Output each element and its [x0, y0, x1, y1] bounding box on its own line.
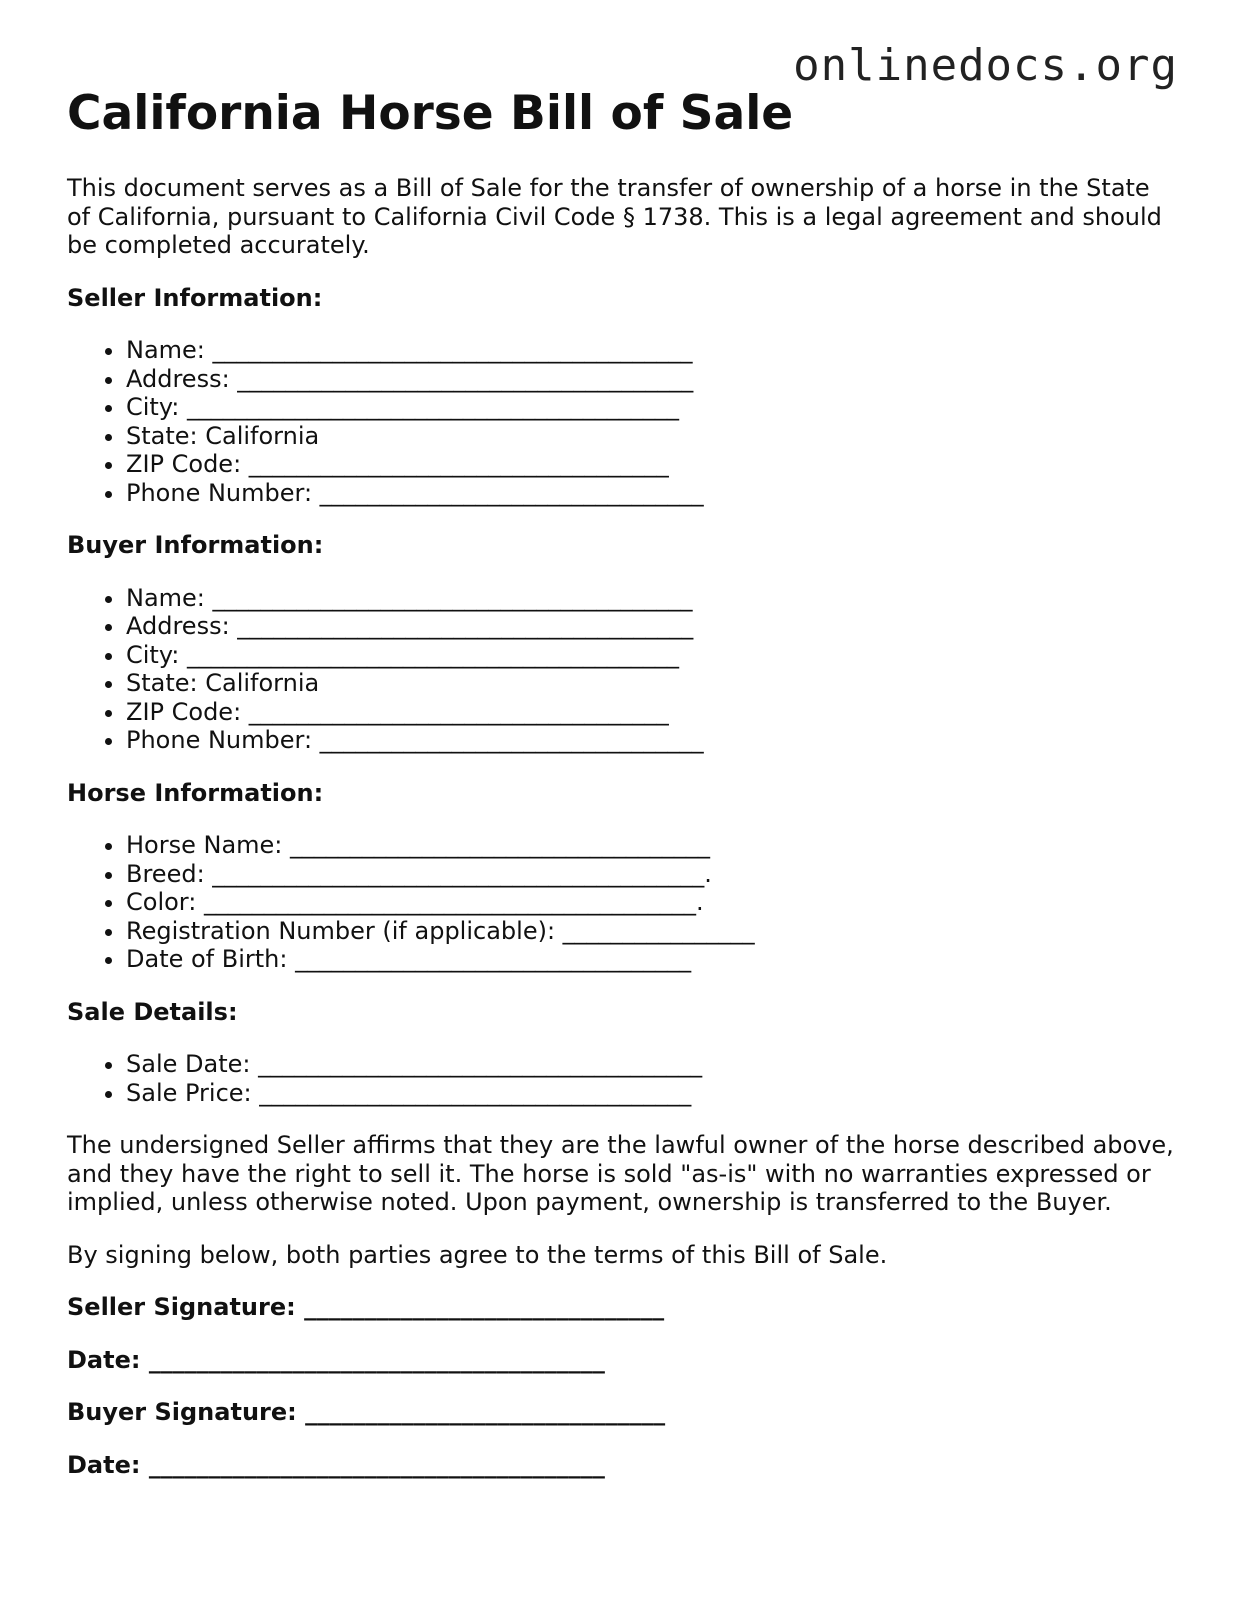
buyer-state-field: • State: California — [126, 669, 1177, 698]
horse-breed-field: • Breed: _________________________________________. — [126, 860, 1177, 889]
buyer-name-field: • Name: ________________________________________ — [126, 584, 1177, 613]
seller-city-field: • City: _________________________________________ — [126, 393, 1177, 422]
horse-field-list — [67, 831, 1177, 974]
buyer-section-heading: Buyer Information: — [67, 531, 324, 559]
seller-section-heading: Seller Information: — [67, 283, 323, 312]
buyer-city-field: • City: _________________________________________ — [126, 641, 1177, 670]
buyer-field-list — [67, 584, 1177, 755]
sale-price-field: • Sale Price: ____________________________________ — [126, 1079, 1177, 1108]
sale-section-heading: Sale Details: — [67, 997, 238, 1026]
buyer-zip-field: • ZIP Code: ___________________________________ — [126, 698, 1177, 727]
horse-name-field: • Horse Name: ___________________________________ — [126, 831, 1177, 860]
seller-zip-field: • ZIP Code: ___________________________________ — [126, 450, 1177, 479]
seller-phone-field: • Phone Number: ________________________________ — [126, 479, 1177, 508]
horse-color-field: • Color: _________________________________________. — [126, 888, 1177, 917]
seller-address-field: • Address: ______________________________________ — [126, 365, 1177, 394]
sale-date-field: • Sale Date: _____________________________________ — [126, 1050, 1177, 1079]
agreement-paragraph: By signing below, both parties agree to the terms of this Bill of Sale. — [67, 1240, 888, 1269]
document-page — [67, 84, 1177, 1479]
buyer-address-field: • Address: ______________________________________ — [126, 612, 1177, 641]
buyer-signature-line: Buyer Signature: ______________________________ — [67, 1398, 666, 1426]
seller-date-line: Date: ______________________________________ — [67, 1345, 605, 1374]
horse-section-heading: Horse Information: — [67, 778, 324, 807]
seller-name-field: • Name: ________________________________________ — [126, 336, 1177, 365]
seller-state-field: • State: California — [126, 422, 1177, 451]
seller-field-list — [67, 336, 1177, 507]
buyer-phone-field: • Phone Number: ________________________________ — [126, 726, 1177, 755]
watermark-text: onlinedocs.org — [793, 40, 1178, 91]
seller-signature-line: Seller Signature: ______________________________ — [67, 1293, 665, 1321]
horse-registration-field: • Registration Number (if applicable): ________________ — [126, 917, 1177, 946]
intro-paragraph: This document serves as a Bill of Sale for the transfer of ownership of a horse in the State of California, pursuant to California Civil Code § 1738. This is a legal agreement and should be completed accurately. — [67, 174, 1162, 259]
document-title: California Horse Bill of Sale — [67, 86, 794, 141]
sale-field-list — [67, 1050, 1177, 1107]
affirmation-paragraph: The undersigned Seller affirms that they are the lawful owner of the horse described above, and they have the right to sell it. The horse is sold "as-is" with no warranties expressed or implied, unless otherwise noted. Upon payment, ownership is transferred to the Buyer. — [67, 1131, 1174, 1216]
buyer-date-line: Date: ______________________________________ — [67, 1450, 605, 1479]
horse-birthdate-field: • Date of Birth: _________________________________ — [126, 945, 1177, 974]
